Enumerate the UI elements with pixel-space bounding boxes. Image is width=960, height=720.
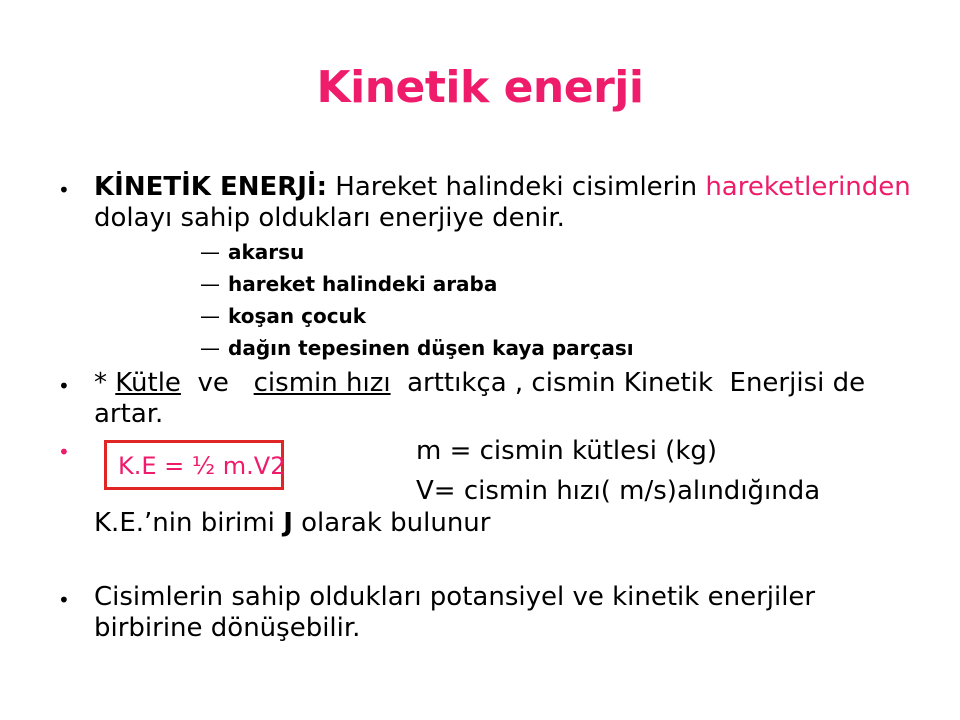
bullet-1-text: Hareket halindeki cisimlerin bbox=[327, 172, 706, 202]
bullet-icon: • bbox=[58, 588, 70, 612]
bullet-2-line-2: artar. bbox=[94, 399, 164, 429]
example-item bbox=[200, 236, 304, 268]
bullet-2-mid: ve bbox=[180, 368, 254, 398]
example-label: akarsu bbox=[228, 240, 305, 264]
dash-icon: — bbox=[200, 240, 220, 264]
dash-icon: — bbox=[200, 336, 220, 360]
bullet-icon: • bbox=[58, 374, 70, 398]
slide-title: Kinetik enerji bbox=[316, 62, 644, 113]
unit-symbol: J bbox=[283, 508, 293, 538]
bullet-icon: • bbox=[58, 440, 70, 464]
definition-mass: m = cismin kütlesi (kg) bbox=[416, 436, 718, 466]
bullet-1-line-1 bbox=[94, 172, 911, 203]
bullet-icon: • bbox=[58, 178, 70, 202]
example-item bbox=[200, 268, 497, 300]
underlined-mass: Kütle bbox=[115, 368, 181, 398]
underlined-velocity: cismin hızı bbox=[253, 368, 391, 398]
example-label: hareket halindeki araba bbox=[228, 272, 498, 296]
unit-line-text-end: olarak bulunur bbox=[292, 508, 491, 538]
bullet-2-rest: arttıkça , cismin Kinetik Enerjisi de bbox=[390, 368, 866, 398]
bullet-1-line-2: dolayı sahip oldukları enerjiye denir. bbox=[94, 203, 565, 233]
bullet-4-line-2: birbirine dönüşebilir. bbox=[94, 613, 361, 643]
term-kinetic-energy: KİNETİK ENERJİ: bbox=[94, 172, 327, 202]
example-item bbox=[200, 332, 634, 364]
bullet-2-prefix: * bbox=[94, 368, 116, 398]
unit-line-text: K.E.’nin birimi bbox=[94, 508, 284, 538]
unit-line bbox=[94, 508, 490, 539]
example-item bbox=[200, 300, 366, 332]
definition-velocity: V= cismin hızı( m/s)alındığında bbox=[416, 476, 821, 506]
dash-icon: — bbox=[200, 304, 220, 328]
bullet-2-line-1 bbox=[94, 368, 865, 399]
formula: K.E = ½ m.V2 bbox=[118, 452, 286, 480]
example-label: koşan çocuk bbox=[228, 304, 367, 328]
bullet-1-highlight: hareketlerinden bbox=[705, 172, 911, 202]
example-label: dağın tepesinen düşen kaya parçası bbox=[228, 336, 634, 360]
bullet-4-line-1: Cisimlerin sahip oldukları potansiyel ve kinetik enerjiler bbox=[94, 582, 816, 612]
dash-icon: — bbox=[200, 272, 220, 296]
